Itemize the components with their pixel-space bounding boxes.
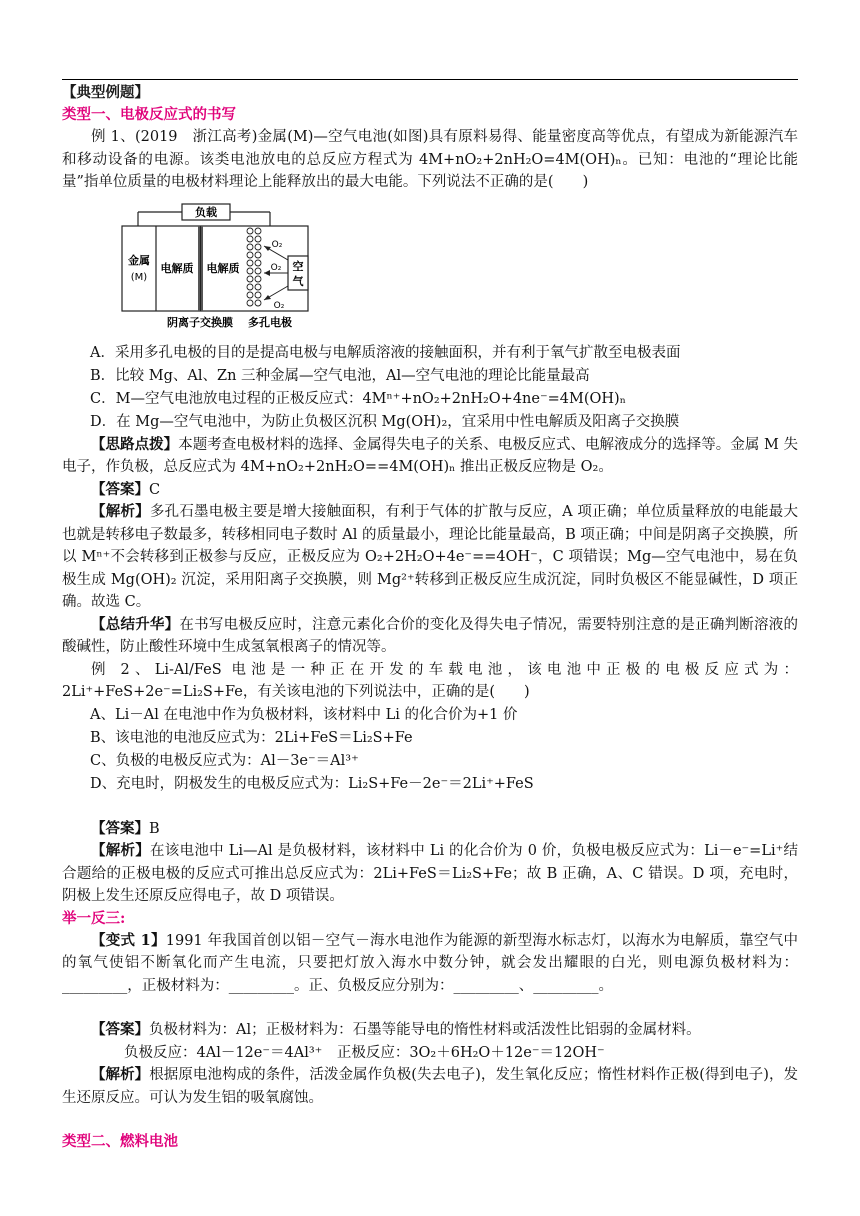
example2-stem: 例 2、Li-Al/FeS 电池是一种正在开发的车载电池，该电池中正极的电极反应式为：2Li⁺+FeS+2e⁻=Li₂S+Fe，有关该电池的下列说法中，正确的是( )	[62, 661, 798, 700]
example2-option-a: A、Li－Al 在电池中作为负极材料，该材料中 Li 的化合价为+1 价	[90, 706, 518, 723]
answer2-text: B	[149, 820, 160, 837]
blank-1[interactable]: _________	[62, 977, 128, 994]
electrode-label: 多孔电极	[248, 315, 292, 329]
answer-text: C	[149, 481, 161, 498]
example1-summary	[62, 614, 798, 659]
hint-text: 本题考查电极材料的选择、金属得失电子的关系、电极反应式、电解液成分的选择等。金属 M 失电子，作负极，总反应式为 4M+nO₂+2nH₂O==4M(OH)ₙ 推出正极反应物是 O₂。	[62, 436, 799, 475]
summary-text: 在书写电极反应时，注意元素化合价的变化及得失电子情况，需要特别注意的是正确判断溶液的酸碱性，防止酸性环境中生成氢氧根离子的情况等。	[62, 616, 798, 655]
example1-answer	[62, 479, 798, 502]
example1-option-b: B．比较 Mg、Al、Zn 三种金属—空气电池，Al—空气电池的理论比能量最高	[90, 367, 590, 384]
electrolyte-label-2: 电解质	[206, 261, 240, 275]
analysis-text: 多孔石墨电极主要是增大接触面积，有利于气体的扩散与反应，A 项正确；单位质量释放的电能最大也就是转移电子数最多，转移相同电子数时 Al 的质量最小，理论比能量最高，B 项正确；中间是阴离子交换膜，所以 Mⁿ⁺不会转移到正极参与反应，正极反应为 O₂+2H₂O+4e⁻==4OH⁻，C 项错误；Mg—空气电池中，易在负极生成 Mg(OH)₂ 沉淀，采用阳离子交换膜，则 Mg²⁺转移到正极反应生成沉淀，同时负极区不能显碱性，D 项正确。故选 C。	[62, 504, 799, 610]
variant1-analysis-label: 【解析】	[91, 1066, 150, 1083]
example2-answer	[62, 818, 798, 841]
o2-label-1: O₂	[271, 239, 283, 250]
document-page	[62, 80, 798, 1153]
variant1-label: 【变式 1】	[91, 931, 166, 949]
o2-label-2: O₂	[270, 262, 282, 273]
electrolyte-label-1: 电解质	[160, 261, 194, 275]
summary-label: 【总结升华】	[91, 615, 180, 633]
variant1-text: 1991 年我国首创以铝－空气－海水电池作为能源的新型海水标志灯，以海水为电解质，靠空气中的氧气使铝不断氧化而产生电流，只要把灯放入海水中数分钟，就会发出耀眼的白光，则电源负极材料为：	[62, 932, 798, 971]
membrane-label: 阴离子交换膜	[167, 315, 233, 329]
variant1-answer-line1: 负极材料为：Al；正极材料为：石墨等能导电的惰性材料或活泼性比铝弱的金属材料。	[149, 1022, 701, 1038]
section-title-2: 类型二、燃料电池	[62, 1133, 178, 1150]
example2-option-c: C、负极的电极反应式为：Al－3e⁻＝Al³⁺	[90, 752, 359, 769]
analysis2-text: 在该电池中 Li—Al 是负极材料，该材料中 Li 的化合价为 0 价，负极电极反应式为：Li－e⁻=Li⁺结合题给的正极电极的反应式可推出总反应式为：2Li+FeS＝Li₂S+Fe；故 B 正确，A、C 错误。D 项，充电时，阴极上发生还原反应得电子，故 D 项错误。	[62, 843, 799, 904]
metal-label-1: 金属	[128, 253, 150, 267]
load-label: 负载	[195, 205, 217, 219]
example2-analysis	[62, 840, 798, 908]
variant1-answer	[62, 1019, 798, 1042]
section-title-1: 类型一、电极反应式的书写	[62, 106, 236, 123]
example1-option-a: A．采用多孔电极的目的是提高电极与电解质溶液的接触面积，并有利于氧气扩散至电极表面	[90, 344, 681, 361]
air-label-2: 气	[292, 274, 304, 288]
analysis-label: 【解析】	[91, 503, 150, 520]
example1-option-c: C．M—空气电池放电过程的正极反应式：4Mⁿ⁺+nO₂+2nH₂O+4ne⁻=4M(OH)ₙ	[90, 390, 626, 407]
answer-label: 【答案】	[91, 480, 149, 498]
example1-option-d: D．在 Mg—空气电池中，为防止负极区沉积 Mg(OH)₂，宜采用中性电解质及阳离子交换膜	[90, 413, 680, 430]
blank-4[interactable]: _________	[533, 977, 599, 994]
variant1-analysis	[62, 1064, 798, 1109]
battery-diagram-svg	[120, 198, 360, 334]
heading: 【典型例题】	[62, 84, 149, 101]
answer2-label: 【答案】	[91, 819, 149, 837]
example2-option-d: D、充电时，阴极发生的电极反应式为：Li₂S+Fe－2e⁻＝2Li⁺+FeS	[90, 775, 534, 792]
example2-option-b: B、该电池的电池反应式为：2Li+FeS＝Li₂S+Fe	[90, 729, 413, 746]
hint-label: 【思路点拨】	[91, 435, 179, 453]
practice-title: 举一反三:	[62, 909, 126, 927]
variant1-answer-label: 【答案】	[91, 1021, 149, 1038]
example1-analysis	[62, 501, 798, 614]
example1-hint	[62, 434, 798, 479]
battery-diagram	[120, 198, 360, 334]
blank-3[interactable]: _________	[453, 977, 519, 994]
variant1-answer-line2: 负极反应：4Al－12e⁻＝4Al³⁺ 正极反应：3O₂＋6H₂O＋12e⁻＝12OH⁻	[124, 1044, 605, 1061]
air-label-1: 空	[292, 259, 304, 273]
variant1-analysis-text: 根据原电池构成的条件，活泼金属作负极(失去电子)，发生氧化反应；惰性材料作正极(得到电子)，发生还原反应。可认为发生铝的吸氧腐蚀。	[62, 1067, 799, 1106]
metal-label-2: (M)	[130, 271, 148, 283]
porous-electrode	[247, 228, 261, 306]
variant1-stem: 【变式 1】1991 年我国首创以铝－空气－海水电池作为能源的新型海水标志灯，以海水为电解质，靠空气中的氧气使铝不断氧化而产生电流，只要把灯放入海水中数分钟，就会发出耀眼的白光，则电源负极材料为：_________，正极材料为：_________。正、负极反应分别为：_________、_________。	[62, 931, 798, 994]
o2-label-3: O₂	[273, 300, 285, 311]
example1-stem: 例 1、(2019 浙江高考)金属(M)—空气电池(如图)具有原料易得、能量密度高等优点，有望成为新能源汽车和移动设备的电源。该类电池放电的总反应方程式为 4M+nO₂+2nH₂O=4M(OH)ₙ。已知：电池的“理论比能量”指单位质量的电极材料理论上能释放出的最大电能。下列说法不正确的是( )	[62, 129, 798, 190]
analysis2-label: 【解析】	[91, 842, 151, 859]
blank-2[interactable]: _________	[228, 977, 294, 994]
